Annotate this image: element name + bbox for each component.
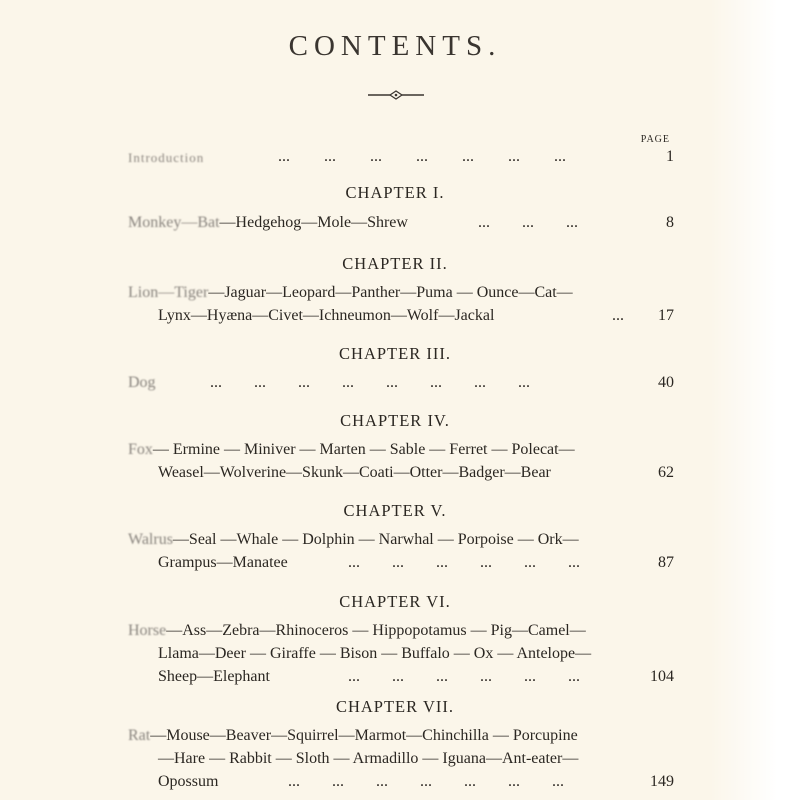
page-title: CONTENTS. (288, 30, 502, 62)
entry-line: Weasel—Wolverine—Skunk—Coati—Otter—Badger—Bear (158, 464, 551, 481)
entry-line: Opossum (158, 773, 219, 790)
entry-line: Lynx—Hyæna—Civet—Ichneumon—Wolf—Jackal (158, 307, 495, 324)
page-number: 104 (650, 668, 674, 685)
entry-line: —Mouse—Beaver—Squirrel—Marmot—Chinchilla — Porcupine (150, 727, 578, 744)
chapter-heading: CHAPTER III. (339, 344, 451, 363)
chapter-heading: CHAPTER VI. (339, 592, 451, 611)
chapter-heading: CHAPTER II. (342, 254, 448, 273)
entry-line: —Ass—Zebra—Rhinoceros — Hippopotamus — Pig—Camel— (166, 622, 586, 639)
entry-first-word: Walrus (128, 531, 173, 548)
ornament-divider-icon (368, 88, 424, 102)
leader-dots: ... ... ... ... ... ... (348, 668, 580, 685)
entry-first-word: Dog (128, 374, 156, 391)
entry-line: —Jaguar—Leopard—Panther—Puma — Ounce—Cat— (208, 284, 573, 301)
page-number: 40 (658, 374, 674, 391)
leader-dots: ... ... ... ... ... ... (348, 554, 580, 571)
page-number: 8 (666, 214, 674, 231)
chapter-heading: CHAPTER V. (343, 501, 447, 520)
leader-dots: ... ... ... ... ... ... ... ... (210, 374, 530, 391)
entry-first-word: Lion—Tiger (128, 284, 209, 301)
chapter-heading: CHAPTER VII. (335, 697, 455, 716)
entry-line: Grampus—Manatee (158, 554, 288, 571)
chapter-entry (128, 211, 674, 234)
leader-dots: ... ... ... ... ... ... ... (288, 773, 564, 790)
page-number: 62 (658, 464, 674, 481)
page-number: 17 (658, 307, 674, 324)
entry-first-word: Horse (128, 622, 167, 639)
entry-title: Introduction (128, 150, 205, 165)
leader-dots: ... ... ... (478, 214, 578, 231)
chapter-entry (128, 619, 674, 688)
leader-dots: ... (612, 307, 624, 324)
entry-line: Llama—Deer — Giraffe — Bison — Buffalo — Ox — Antelope— (158, 645, 592, 662)
page-number: 87 (658, 554, 674, 571)
entry-first-word: Rat (128, 727, 151, 744)
chapter-heading: CHAPTER IV. (340, 411, 450, 430)
entry-line: —Hare — Rabbit — Sloth — Armadillo — Iguana—Ant-eater— (158, 750, 579, 767)
chapter-heading: CHAPTER I. (345, 183, 445, 202)
entry-line: —Hedgehog—Mole—Shrew (219, 214, 408, 231)
chapter-entry (128, 724, 674, 793)
page-gutter (710, 0, 800, 800)
entry-line: — Ermine — Miniver — Marten — Sable — Ferret — Polecat— (152, 441, 575, 458)
entry-line: —Seal —Whale — Dolphin — Narwhal — Porpoise — Ork— (172, 531, 579, 548)
entry-first-word: Monkey—Bat (128, 214, 220, 231)
page-column-label: PAGE (640, 134, 670, 145)
chapter-entry (128, 281, 674, 327)
chapter-entry (128, 371, 674, 394)
chapter-entry (128, 528, 674, 574)
entry-first-word: Fox (128, 441, 153, 458)
page-number: 149 (650, 773, 674, 790)
leader-dots: ... ... ... ... ... ... ... (278, 148, 566, 165)
introduction-entry (128, 148, 674, 170)
entry-line: Sheep—Elephant (158, 668, 270, 685)
chapter-entry (128, 438, 674, 484)
page-number: 1 (666, 148, 674, 165)
